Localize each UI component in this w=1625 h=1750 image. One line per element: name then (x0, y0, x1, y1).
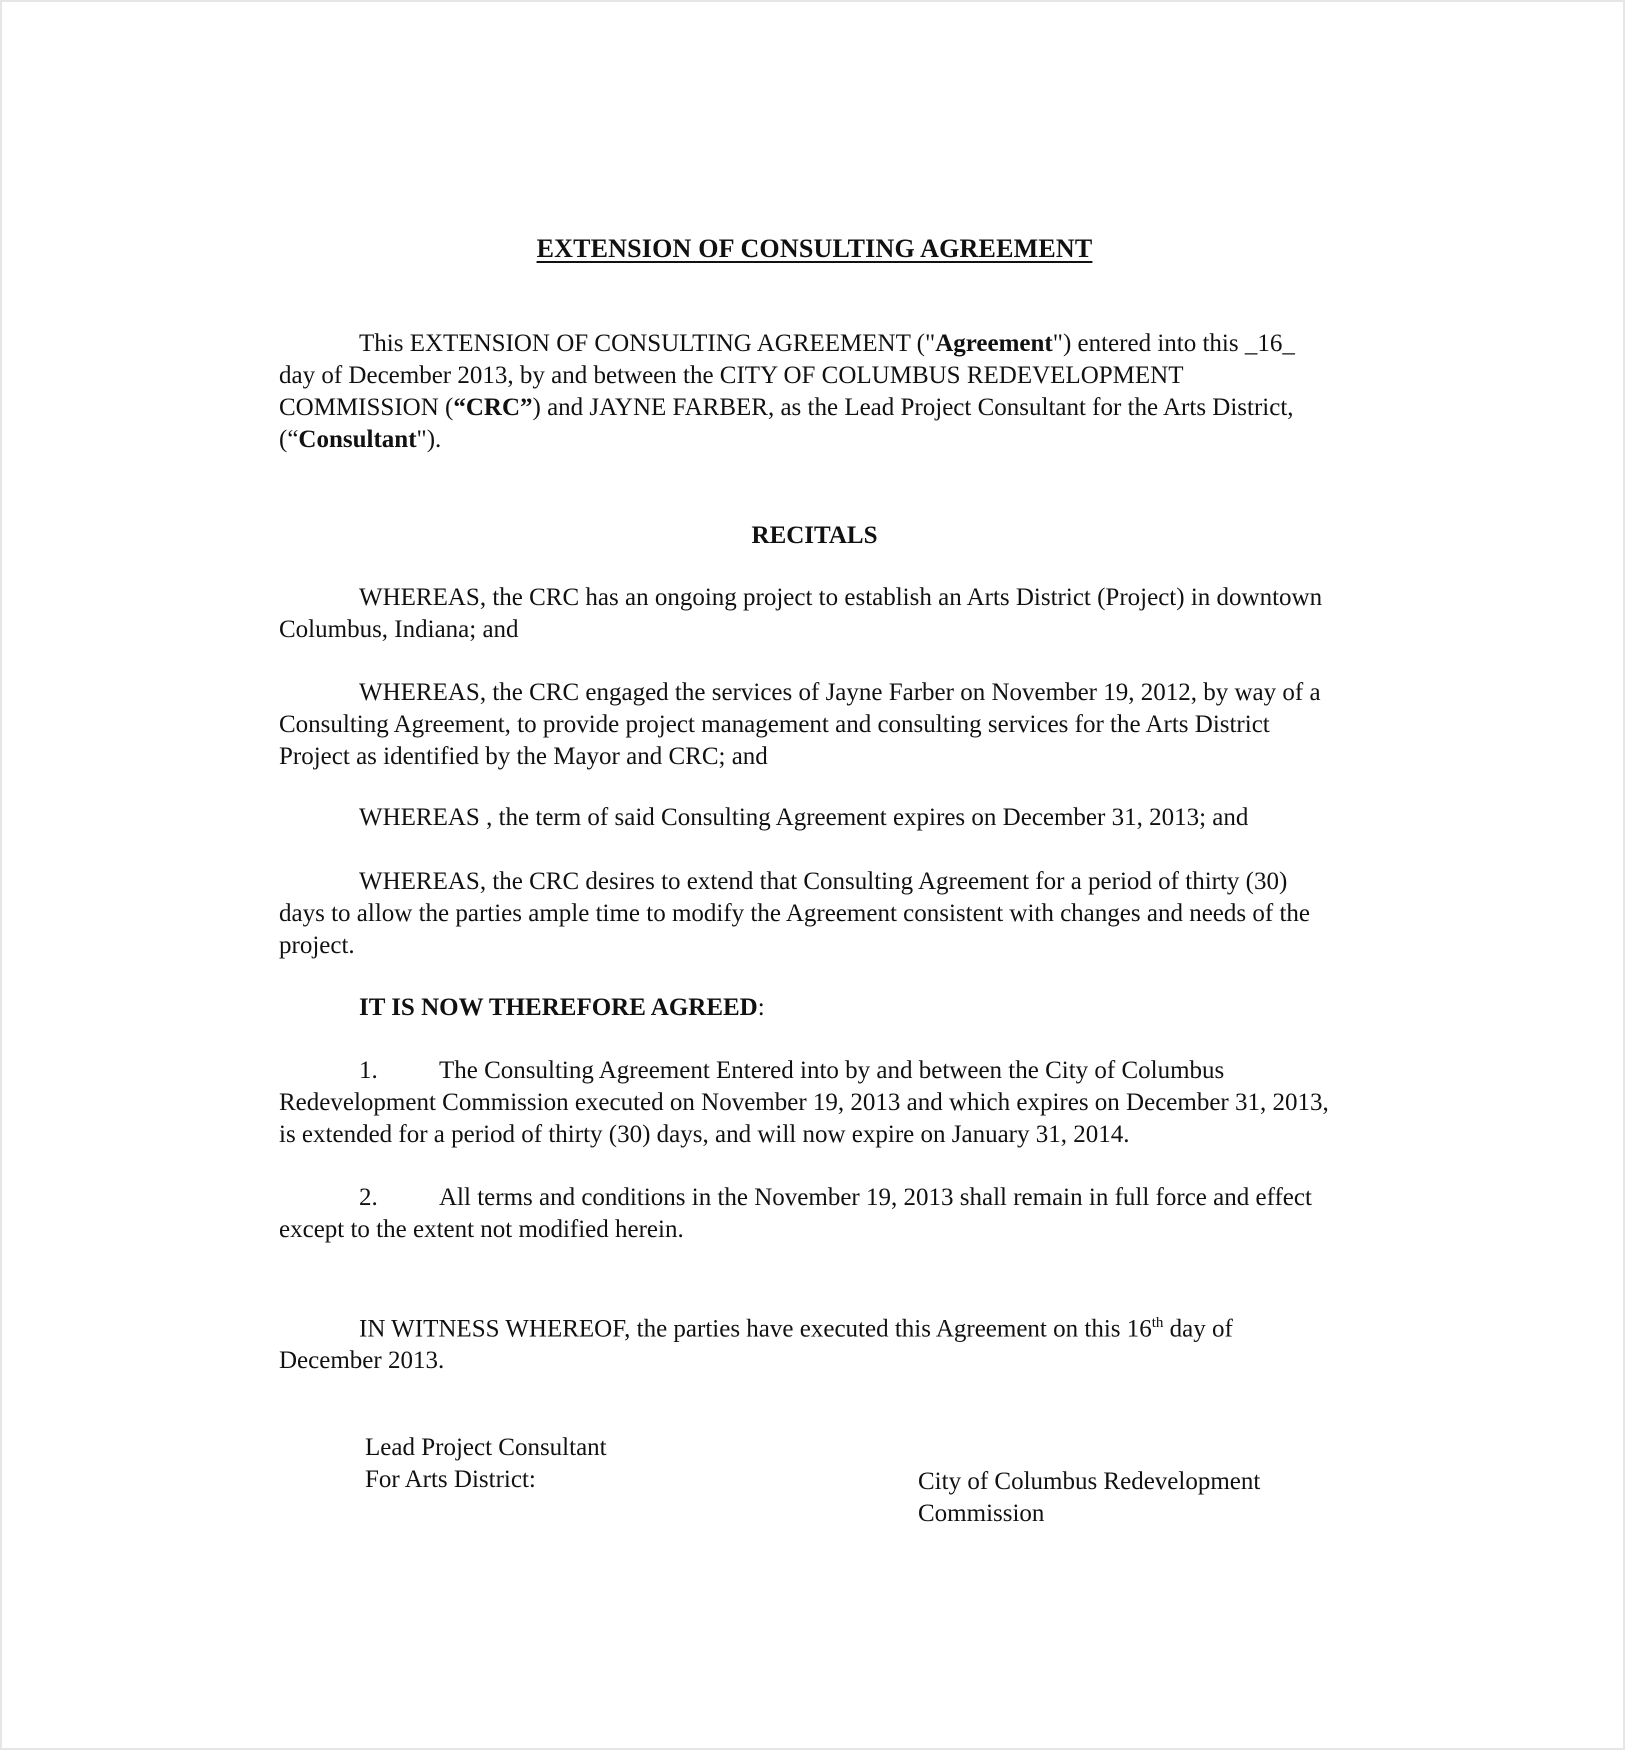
intro-text-1: This EXTENSION OF CONSULTING AGREEMENT (" (359, 330, 936, 357)
recitals-heading: RECITALS (751, 522, 878, 549)
recital-4 (279, 866, 1329, 962)
recital-3 (279, 802, 1329, 834)
recital-2 (279, 677, 1329, 773)
clause-1-text: The Consulting Agreement Entered into by and between the City of Columbus Redevelopment Commission executed on November 19, 2013 and which expires on December 31, 2013, is extended for a period of thirty (30) days, and will now expire on January 31, 2014. (279, 1057, 1329, 1148)
clause-1 (279, 1055, 1329, 1151)
witness-paragraph (279, 1307, 1329, 1377)
intro-paragraph (279, 328, 1329, 456)
signature-commission-line-1: City of Columbus Redevelopment (918, 1468, 1261, 1495)
recital-2-text: WHEREAS, the CRC engaged the services of Jayne Farber on November 19, 2012, by way of a Consulting Agreement, to provide project management and consulting services for the Arts District Project as identified by the Mayor and CRC; and (279, 679, 1321, 770)
signature-consultant-line-2: For Arts District: (365, 1466, 536, 1493)
recital-3-text: WHEREAS , the term of said Consulting Agreement expires on December 31, 2013; and (359, 804, 1249, 831)
document-title-text: EXTENSION OF CONSULTING AGREEMENT (536, 234, 1093, 263)
clause-2-number: 2. (359, 1184, 378, 1211)
clause-2 (279, 1182, 1329, 1246)
consultant-term: Consultant (298, 426, 417, 453)
signature-consultant (365, 1432, 607, 1496)
agreed-colon: : (757, 994, 765, 1021)
crc-term: “CRC” (453, 394, 533, 421)
clause-2-text: All terms and conditions in the November 19, 2013 shall remain in full force and effect except to the extent not modified herein. (279, 1184, 1312, 1243)
witness-text-after: day of December 2013. (279, 1315, 1233, 1375)
agreed-heading-text: IT IS NOW THEREFORE AGREED (359, 994, 758, 1021)
recital-1 (279, 582, 1329, 646)
clause-1-number: 1. (359, 1057, 378, 1084)
agreement-term: Agreement (935, 330, 1053, 357)
recital-4-text: WHEREAS, the CRC desires to extend that Consulting Agreement for a period of thirty (30) days to allow the parties ample time to modify the Agreement consistent with changes and needs of the project. (279, 868, 1310, 959)
signature-commission-line-2: Commission (918, 1500, 1045, 1527)
intro-text-3: ) and JAYNE FARBER, as the Lead Project Consultant for the Arts District, (“ (279, 394, 1294, 453)
intro-text-4: "). (416, 426, 442, 453)
witness-ordinal: th (1151, 1315, 1164, 1331)
recital-1-text: WHEREAS, the CRC has an ongoing project to establish an Arts District (Project) in downtown Columbus, Indiana; and (279, 584, 1323, 643)
witness-text-before: IN WITNESS WHEREOF, the parties have executed this Agreement on this 16 (359, 1315, 1152, 1343)
signature-commission (918, 1466, 1260, 1530)
signature-consultant-line-1: Lead Project Consultant (365, 1434, 607, 1461)
agreed-heading (279, 992, 1329, 1024)
document-title (2, 234, 1625, 264)
intro-text-2: ") entered into this _16_ day of December 2013, by and between the CITY OF COLUMBUS REDEVELOPMENT COMMISSION ( (279, 330, 1295, 421)
